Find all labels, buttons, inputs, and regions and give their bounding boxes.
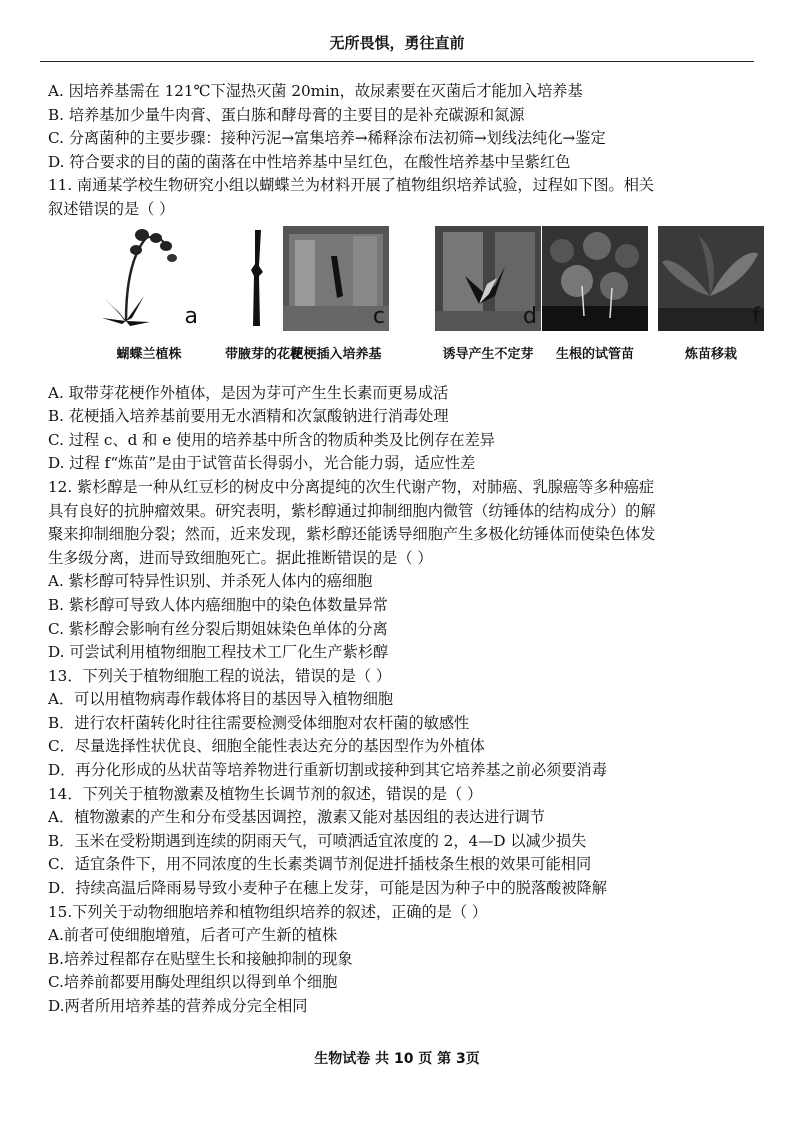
q11-option-b: B. 花梗插入培养基前要用无水酒精和次氯酸钠进行消毒处理 <box>48 407 449 426</box>
q14-option-a: A．植物激素的产生和分布受基因调控，激素又能对基因组的表达进行调节 <box>48 808 545 827</box>
question-11 <box>48 174 760 476</box>
q10-option-b: B. 培养基加少量牛肉膏、蛋白胨和酵母膏的主要目的是补充碳源和氮源 <box>48 105 525 124</box>
adventitious-bud-image <box>435 226 541 331</box>
q15-option-a: A.前者可使细胞增殖，后者可产生新的植株 <box>48 926 338 945</box>
q14-stem: 14．下列关于植物激素及植物生长调节剂的叙述，错误的是（ ） <box>48 784 483 803</box>
question-14 <box>48 783 754 901</box>
figure-letter-a: a <box>184 303 198 329</box>
question-12 <box>48 476 754 665</box>
q13-option-a: A．可以用植物病毒作载体将目的基因导入植物细胞 <box>48 690 394 709</box>
q12-stem-line1: 12. 紫杉醇是一种从红豆杉的树皮中分离提纯的次生代谢产物，对肺癌、乳腺癌等多种癌症 <box>48 477 655 496</box>
q11-stem-line1: 11. 南通某学校生物研究小组以蝴蝶兰为材料开展了植物组织培养试验，过程如下图。相关 <box>48 176 655 195</box>
q14-option-b: B．玉米在受粉期遇到连续的阴雨天气，可喷洒适宜浓度的 2，4—D 以减少损失 <box>48 831 587 850</box>
exam-content <box>48 80 760 1019</box>
question-13 <box>48 665 754 783</box>
q12-option-a: A. 紫杉醇可特异性识别、并杀死人体内的癌细胞 <box>48 572 373 591</box>
q10-options <box>48 80 754 174</box>
q11-option-a: A. 取带芽花梗作外植体，是因为芽可产生生长素而更易成活 <box>48 383 449 402</box>
figure-caption-d: 诱导产生不定芽 <box>442 346 534 362</box>
page-header: 无所畏惧，勇往直前 <box>40 32 754 62</box>
figure-letter-d: d <box>523 303 537 329</box>
q15-option-b: B.培养过程都存在贴壁生长和接触抑制的现象 <box>48 949 353 968</box>
q11-option-d: D. 过程 f“炼苗”是由于试管苗长得弱小，光合能力弱，适应性差 <box>48 454 476 473</box>
q11-stem-line2: 叙述错误的是（ ） <box>48 199 175 218</box>
q13-option-b: B．进行农杆菌转化时往往需要检测受体细胞对农杆菌的敏感性 <box>48 713 470 732</box>
figure-caption-f: 炼苗移栽 <box>684 346 737 362</box>
q15-option-c: C.培养前都要用酶处理组织以得到单个细胞 <box>48 973 338 992</box>
figure-letter-f: f <box>752 303 760 329</box>
q10-option-d: D. 符合要求的目的菌的菌落在中性培养基中呈红色，在酸性培养基中呈紫红色 <box>48 152 571 171</box>
q11-figure <box>48 226 760 376</box>
q13-option-c: C．尽量选择性状优良、细胞全能性表达充分的基因型作为外植体 <box>48 737 485 756</box>
figure-caption-c: 花梗插入培养基 <box>290 346 382 362</box>
q13-option-d: D．再分化形成的丛状苗等培养物进行重新切割或接种到其它培养基之前必须要消毒 <box>48 761 607 780</box>
figure-panel-d <box>435 226 541 367</box>
q15-stem: 15.下列关于动物细胞培养和植物组织培养的叙述，正确的是（ ） <box>48 902 488 921</box>
q12-stem-line3: 聚来抑制细胞分裂；然而，近来发现，紫杉醇还能诱导细胞产生多极化纺锤体而使染色体发 <box>48 525 656 544</box>
question-15 <box>48 901 754 1019</box>
figure-panel-a <box>96 226 202 367</box>
q11-option-c: C. 过程 c、d 和 e 使用的培养基中所含的物质种类及比例存在差异 <box>48 430 495 449</box>
q10-option-c: C. 分离菌种的主要步骤：接种污泥→富集培养→稀释涂布法初筛→划线法纯化→鉴定 <box>48 129 606 148</box>
figure-panel-e <box>542 226 648 367</box>
q10-option-a: A. 因培养基需在 121℃下湿热灭菌 20min，故尿素要在灭菌后才能加入培养基 <box>48 82 583 100</box>
figure-caption-e: 生根的试管苗 <box>555 346 634 362</box>
q12-option-d: D. 可尝试利用植物细胞工程技术工厂化生产紫杉醇 <box>48 643 389 662</box>
q12-option-c: C. 紫杉醇会影响有丝分裂后期姐妹染色单体的分离 <box>48 619 388 638</box>
figure-letter-e: e <box>630 303 644 329</box>
rooted-seedling-image <box>542 226 648 331</box>
q15-option-d: D.两者所用培养基的营养成分完全相同 <box>48 997 308 1015</box>
figure-panel-f <box>658 226 764 367</box>
stalk-in-medium-image <box>283 226 389 331</box>
q12-stem-line4: 生多级分离，进而导致细胞死亡。据此推断错误的是（ ） <box>48 548 433 567</box>
figure-panel-c <box>283 226 389 367</box>
q12-stem-line2: 具有良好的抗肿瘤效果。研究表明，紫杉醇通过抑制细胞内微管（纺锤体的结构成分）的解 <box>48 501 656 520</box>
q14-option-d: D．持续高温后降雨易导致小麦种子在穗上发芽，可能是因为种子中的脱落酸被降解 <box>48 879 607 898</box>
figure-caption-b: 带腋芽的花梗 <box>224 346 303 362</box>
q14-option-c: C．适宜条件下，用不同浓度的生长素类调节剂促进扦插枝条生根的效果可能相同 <box>48 855 592 874</box>
orchid-plant-image <box>96 226 202 331</box>
transplant-image <box>658 226 764 331</box>
page-footer: 生物试卷 共 10 页 第 3页 <box>314 1051 480 1067</box>
q13-stem: 13．下列关于植物细胞工程的说法，错误的是（ ） <box>48 666 392 685</box>
figure-caption-a: 蝴蝶兰植株 <box>116 346 182 362</box>
q12-option-b: B. 紫杉醇可导致人体内癌细胞中的染色体数量异常 <box>48 595 388 614</box>
figure-letter-c: c <box>372 303 385 329</box>
